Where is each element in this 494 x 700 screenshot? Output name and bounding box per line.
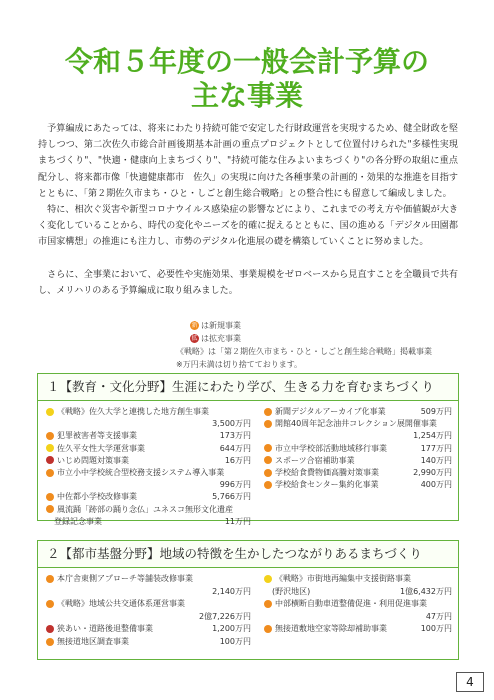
list-item [46, 598, 185, 609]
list-item [264, 418, 437, 429]
new-dot-icon [264, 444, 272, 452]
intro-paragraph-2: 特に、相次ぐ災害や新型コロナウイルス感染症の影響などにより、これまでの考え方や価値観が大きく変化していることから、時代の変化やニーズを的確に捉えるとともに、国の進める「デジタル田園都市国家構想」の推進にも注力し、市勢のデジタル化進展の礎を構築していくことに努めました。 [38, 205, 458, 248]
item-label: 風流踊「跡部の踊り念仏」ユネスコ無形文化遺産 [57, 504, 233, 514]
list-item [46, 455, 129, 466]
section-2-heading: ２【都市基盤分野】地域の特徴を生かしたつながりあるまちづくり [38, 541, 458, 568]
item-label: 中佐都小学校改修事業 [57, 492, 137, 502]
section-1-heading: １【教育・文化分野】生涯にわたり学び、生きる力を育むまちづくり [38, 374, 458, 401]
item-amount: 1,254万円 [413, 431, 452, 441]
page-title-line1: 令和５年度の一般会計予算の [64, 45, 429, 78]
item-label: 無接道敷地空家等除却補助事業 [275, 624, 387, 634]
item-label: 中部横断自動車道整備促進・利用促進事業 [275, 599, 427, 609]
strategy-dot-icon [264, 575, 272, 583]
legend-rounding: ※万円未満は切り捨てております。 [176, 360, 303, 369]
list-item [264, 586, 310, 597]
item-amount: 140万円 [420, 455, 452, 465]
strategy-dot-icon [46, 444, 54, 452]
list-item [46, 636, 129, 647]
item-amount: 3,500万円 [212, 419, 251, 429]
list-item [46, 430, 137, 441]
item-label: 登録記念事業 [46, 516, 102, 526]
item-label: 無接道地区調査事業 [57, 637, 129, 646]
new-dot-icon [46, 469, 54, 477]
list-item [46, 406, 209, 417]
legend-new [190, 320, 241, 331]
page-title-line2: 主な事業 [190, 79, 303, 112]
expanded-dot-icon [46, 625, 54, 633]
section-urban-infrastructure [37, 540, 459, 660]
item-amount: 996万円 [219, 480, 251, 490]
list-item [46, 443, 145, 454]
list-item [264, 455, 355, 466]
item-amount: 2億7,226万円 [199, 611, 251, 621]
new-dot-icon [46, 575, 54, 583]
new-dot-icon [264, 481, 272, 489]
item-amount: 100万円 [420, 624, 452, 634]
list-item [264, 598, 427, 609]
page-number: 4 [456, 672, 484, 692]
intro-paragraph-1: 予算編成にあたっては、将来にわたり持続可能で安定した行財政運営を実現するため、健全財政を堅持しつつ、第二次佐久市総合計画後期基本計画の重点プロジェクトとして位置付けられた"多様性実現まちづくり"、"快適・健康向上まちづくり"、"持続可能な住みよいまちづくり"の各分野の取組に重点配分し、将来都市像「快適健康都市 佐久」の実現に向けた各種事業の計画的・効果的な推進を目指すとともに、「第２期佐久市まち・ひと・しごと創生総合戦略」との整合性にも留意して編成しました。 [38, 124, 458, 199]
expanded-dot-icon [46, 456, 54, 464]
item-label: 狭あい・道路後退整備事業 [57, 624, 153, 634]
new-dot-icon [264, 600, 272, 608]
section-education-culture [37, 373, 459, 526]
item-label: 《戦略》地域公共交通体系運営事業 [57, 599, 185, 609]
intro-paragraph-3: さらに、全事業において、必要性や実施効果、事業規模をゼロベースから見直すことを全職員で共有し、メリハリのある予算編成に取り組みました。 [38, 270, 458, 297]
item-amount: 11万円 [224, 516, 251, 526]
item-amount: 47万円 [425, 611, 452, 621]
item-label: 開館40周年記念油井コレクション展開催事業 [275, 419, 437, 429]
item-amount: 1億6,432万円 [400, 586, 452, 596]
item-amount: 509万円 [420, 407, 452, 416]
new-dot-icon [46, 505, 54, 513]
new-dot-icon [264, 469, 272, 477]
item-label: 新聞デジタルアーカイブ化事業 [275, 407, 386, 416]
item-label: 本庁舎東側アプローチ等舗装改修事業 [57, 574, 193, 583]
list-item [46, 573, 193, 584]
item-label: 《戦略》市街地再編集中支援街路事業 [275, 574, 411, 583]
item-label: 学校給食費物価高騰対策事業 [275, 468, 379, 477]
new-dot-icon [46, 600, 54, 608]
item-amount: 2,140万円 [212, 586, 251, 596]
item-amount: 400万円 [420, 480, 452, 490]
item-label: 《戦略》佐久大学と連携した地方創生事業 [57, 407, 209, 416]
item-label: 犯罪被害者等支援事業 [57, 431, 137, 441]
item-label: 学校給食センター集約化事業 [275, 480, 379, 490]
item-amount: 2,990万円 [413, 468, 452, 477]
item-label: いじめ問題対策事業 [57, 455, 129, 465]
item-label: 市立小中学校統合型校務支援システム導入事業 [57, 468, 225, 477]
item-amount: 16万円 [224, 455, 251, 465]
new-dot-icon [46, 432, 54, 440]
expanded-badge-icon: 拡 [191, 335, 198, 342]
list-item [264, 573, 411, 584]
new-dot-icon [46, 493, 54, 501]
item-amount: 100万円 [219, 637, 251, 646]
new-dot-icon [264, 625, 272, 633]
new-dot-icon [264, 420, 272, 428]
legend-new-text: は新規事業 [201, 321, 241, 330]
item-amount: 173万円 [219, 431, 251, 441]
list-item [46, 467, 224, 478]
item-label: (野沢地区) [264, 586, 311, 596]
legend-expanded [190, 333, 241, 344]
item-label: 佐久平女性大学運営事業 [57, 443, 145, 453]
list-item [46, 491, 137, 502]
item-amount: 177万円 [420, 443, 452, 453]
new-dot-icon [46, 638, 54, 646]
item-label: 市立中学校部活動地域移行事業 [275, 443, 387, 453]
item-amount: 5,766万円 [212, 492, 251, 502]
item-amount: 1,200万円 [212, 624, 251, 634]
list-item [46, 516, 102, 527]
new-badge-icon: 新 [191, 322, 198, 329]
legend-exp-text: は拡充事業 [201, 334, 241, 343]
list-item [46, 623, 153, 634]
item-amount: 644万円 [219, 443, 251, 453]
legend-strategy: 《戦略》は「第２期佐久市まち・ひと・しごと創生総合戦略」掲載事業 [176, 347, 432, 356]
new-dot-icon [264, 408, 272, 416]
item-label: スポーツ合宿補助事業 [275, 455, 355, 465]
strategy-dot-icon [46, 408, 54, 416]
list-item [46, 504, 233, 515]
new-dot-icon [264, 456, 272, 464]
